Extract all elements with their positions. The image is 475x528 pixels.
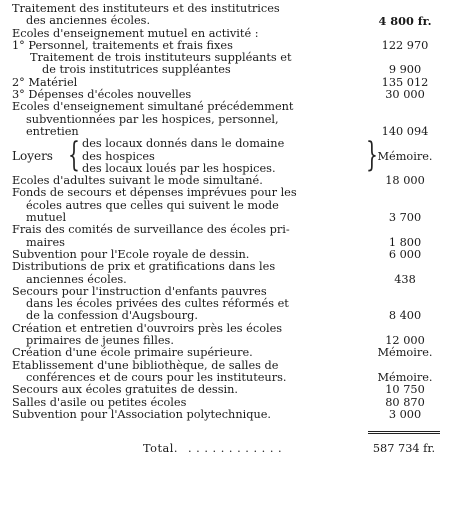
ledger-item-text: dans les écoles privées des cultes réformés et [26, 297, 289, 311]
ledger-item-text: de la confession d'Augsbourg. [26, 309, 198, 323]
ledger-row [0, 384, 475, 396]
ledger-item-text: Subvention pour l'Ecole royale de dessin. [12, 247, 250, 261]
ledger-item-text: des anciennes écoles. [26, 14, 151, 28]
ledger-item-amount: 80 870 [385, 395, 425, 409]
ledger-item-amount: 1 800 [388, 235, 422, 249]
total-label: Total. [143, 442, 178, 456]
ledger-item-text: Ecoles d'adultes suivant le mode simultané. [12, 174, 263, 188]
ledger-row [0, 15, 475, 27]
ledger-row [0, 187, 475, 199]
left-brace-icon: { [68, 135, 80, 176]
ledger-item-text: de trois institutrices suppléantes [42, 63, 231, 77]
loyers-label: Loyers [12, 148, 53, 163]
ledger-item-amount: 12 000 [385, 334, 425, 348]
ledger-item-amount: 6 000 [388, 247, 422, 261]
ledger-item-amount: 122 970 [381, 38, 429, 52]
ledger-item-text: Traitement de trois instituteurs suppléants et [30, 51, 292, 65]
ledger-item-text: Ecoles d'enseignement simultané précédemment [12, 100, 294, 114]
ledger-item-text: Etablissement d'une bibliothèque, de salles de [12, 358, 279, 372]
total-dots: . . . . . . . . . . . . [188, 442, 283, 456]
ledger-item-amount: 438 [394, 272, 416, 286]
ledger-item-text: conférences et de cours pour les instituteurs. [26, 370, 287, 384]
ledger-item-amount: 140 094 [381, 124, 429, 138]
ledger-item-amount: 3 000 [388, 407, 422, 421]
right-brace-icon: } [366, 135, 378, 176]
ledger-row [0, 310, 475, 322]
total-rule [368, 431, 440, 432]
total-row [0, 443, 475, 455]
ledger-row [0, 409, 475, 421]
ledger-item-text: Secours pour l'instruction d'enfants pauvres [12, 284, 267, 298]
ledger-item-amount: Mémoire. [377, 149, 433, 163]
ledger-item-text: des locaux donnés dans le domaine [82, 137, 285, 151]
ledger-item-text: Frais des comités de surveillance des écoles pri- [12, 223, 290, 237]
ledger-item-text: mutuel [26, 211, 67, 225]
ledger-item-text: des locaux loués par les hospices. [82, 161, 276, 175]
ledger-item-text: Secours aux écoles gratuites de dessin. [12, 383, 238, 397]
ledger-row [0, 261, 475, 273]
ledger-item-text: des hospices [82, 149, 155, 163]
total-amount: 587 734 fr. [372, 442, 436, 456]
ledger-item-text: primaires de jeunes filles. [26, 334, 174, 348]
ledger-item-amount: 30 000 [385, 88, 425, 102]
ledger-item-text: 1° Personnel, traitements et frais fixes [12, 38, 233, 52]
ledger-item-text: subventionnées par les hospices, personnel, [26, 112, 279, 126]
ledger-item-text: anciennes écoles. [26, 272, 127, 286]
ledger-item-amount: 3 700 [388, 211, 422, 225]
ledger-item-text: Subvention pour l'Association polytechnique. [12, 407, 272, 421]
ledger-item-text: 2° Matériel [12, 75, 78, 89]
ledger-item-amount: 135 012 [381, 75, 429, 89]
ledger-item-text: Salles d'asile ou petites écoles [12, 395, 187, 409]
ledger-item-amount: 8 400 [388, 309, 422, 323]
total-rule-double [368, 433, 440, 434]
ledger-item-text: Création d'une école primaire supérieure. [12, 346, 253, 360]
ledger-row [0, 397, 475, 409]
ledger-item-amount: 18 000 [385, 174, 425, 188]
ledger-item-amount: 9 900 [388, 63, 422, 77]
ledger-item-text: Distributions de prix et gratifications dans les [12, 260, 276, 274]
ledger-item-text: Fonds de secours et dépenses imprévues pour les [12, 186, 297, 200]
ledger-row [0, 224, 475, 236]
ledger-item-text: Traitement des instituteurs et des institutrices [12, 2, 280, 15]
ledger-row [0, 274, 475, 286]
ledger-item-amount: Mémoire. [377, 346, 433, 360]
ledger-item-amount: Mémoire. [377, 370, 433, 384]
budget-ledger [0, 2, 475, 456]
ledger-row [0, 101, 475, 113]
ledger-item-text: Création et entretien d'ouvroirs près les écoles [12, 321, 283, 335]
ledger-item-amount: 10 750 [385, 383, 425, 397]
ledger-item-text: entretien [26, 124, 79, 138]
ledger-item-text: écoles autres que celles qui suivent le mode [26, 198, 279, 212]
ledger-item-text: 3° Dépenses d'écoles nouvelles [12, 88, 192, 102]
ledger-row [0, 347, 475, 359]
ledger-item-text: Ecoles d'enseignement mutuel en activité : [12, 26, 259, 40]
ledger-item-text: maires [26, 235, 65, 249]
ledger-item-amount: 4 800 fr. [378, 14, 432, 29]
ledger-row [0, 64, 475, 76]
